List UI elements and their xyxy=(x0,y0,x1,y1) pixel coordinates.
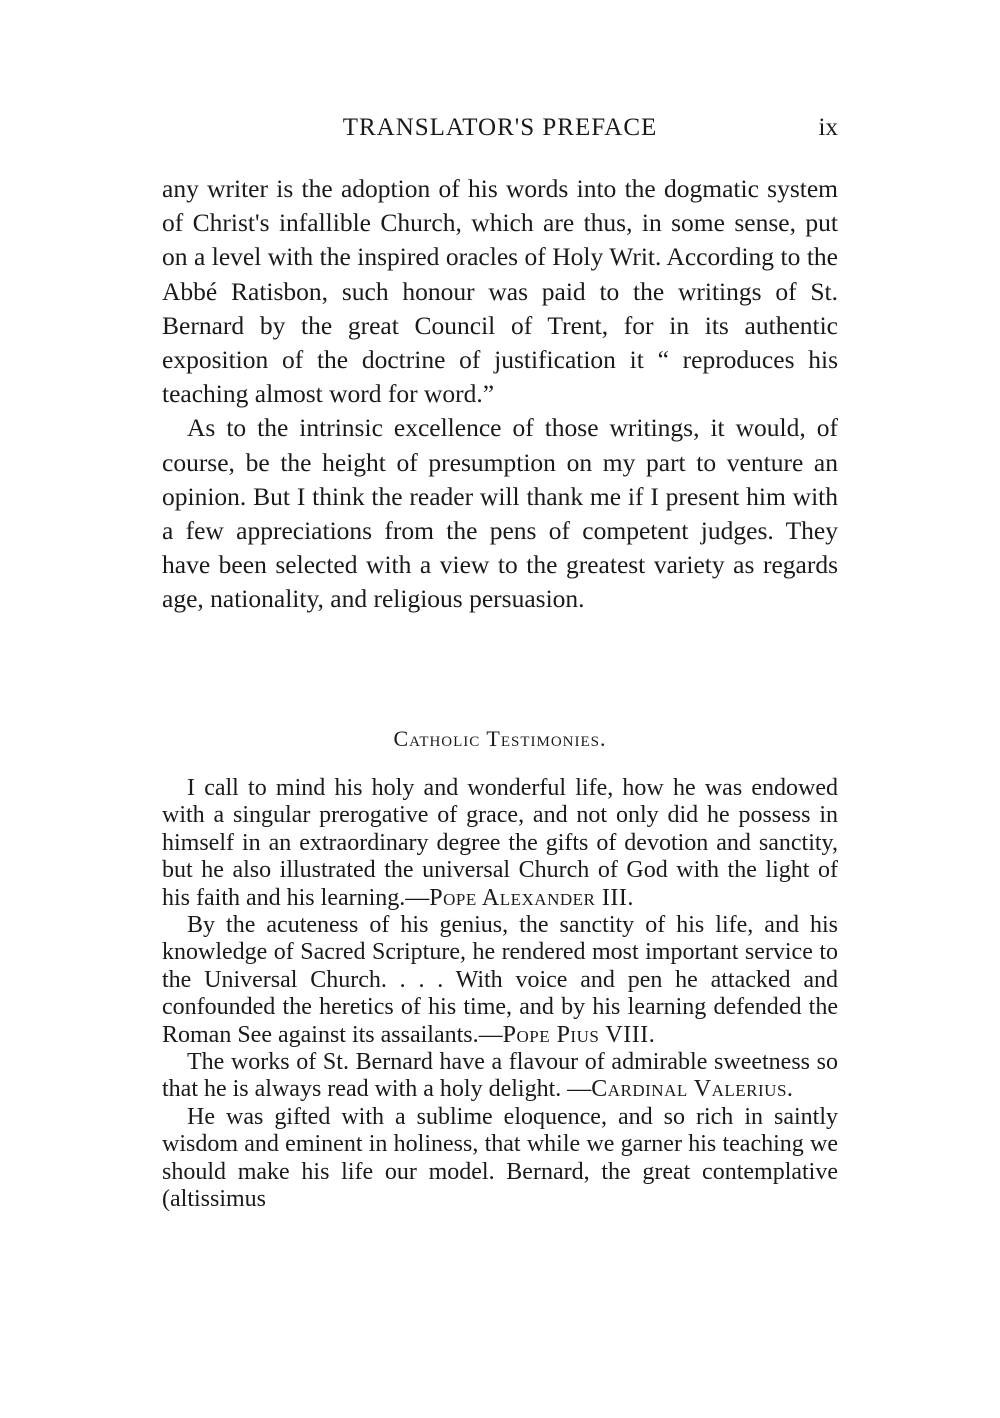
quote-text: I call to mind his holy and wonderful life, how he was endowed with a singular prerogative of grace, and not only did he possess in himself in an extraordinary degree the gifts of devotion and sanctity, but he also illustrated the universal Church of God with the light of his faith and his learning.— xyxy=(162,775,838,911)
paragraph-continuation: any writer is the adoption of his words into the dogmatic system of Christ's infallible Church, which are thus, in some sense, put on a level with the inspired oracles of Holy Writ. According to the Abbé Ratisbon, such honour was paid to the writings of St. Bernard by the great Council of Trent, for in its authentic exposition of the doctrine of justification it “ reproduces his teaching almost word for word.” xyxy=(162,174,838,409)
quote-attribution: Pope Alexander III. xyxy=(429,884,634,911)
testimonies-list xyxy=(162,775,838,1214)
running-head xyxy=(162,112,838,148)
quote-text: He was gifted with a sublime eloquence, and so rich in saintly wisdom and eminent in holiness, that while we garner his teaching we should make his life our model. Bernard, the great contemplative (altissimus xyxy=(162,1103,838,1213)
quote-text: The works of St. Bernard have a flavour of admirable sweetness so that he is always read with a holy delight. — xyxy=(162,1049,838,1103)
testimony-quote xyxy=(162,1049,838,1104)
testimony-quote xyxy=(162,1104,838,1214)
quote-attribution: Cardinal Valerius. xyxy=(591,1076,794,1103)
running-title: TRANSLATOR'S PREFACE xyxy=(342,114,658,141)
section-heading: Catholic Testimonies. xyxy=(393,726,607,751)
quote-attribution: Pope Pius VIII. xyxy=(502,1021,656,1048)
page-number: ix xyxy=(818,114,838,141)
testimony-quote xyxy=(162,912,838,1049)
quote-text: By the acuteness of his genius, the sanctity of his life, and his knowledge of Sacred Scripture, he rendered most important service to the Universal Church. . . . With voice and pen he attacked and confounded the heretics of his time, and by his learning defended the Roman See against its assailants.— xyxy=(162,912,838,1048)
paragraph-intrinsic-excellence: As to the intrinsic excellence of those writings, it would, of course, be the height of presumption on my part to venture an opinion. But I think the reader will thank me if I present him with a few appreciations from the pens of competent judges. They have been selected with a view to the greatest variety as regards age, nationality, and religious persuasion. xyxy=(162,413,838,614)
testimony-quote xyxy=(162,775,838,912)
body-text xyxy=(162,172,838,617)
